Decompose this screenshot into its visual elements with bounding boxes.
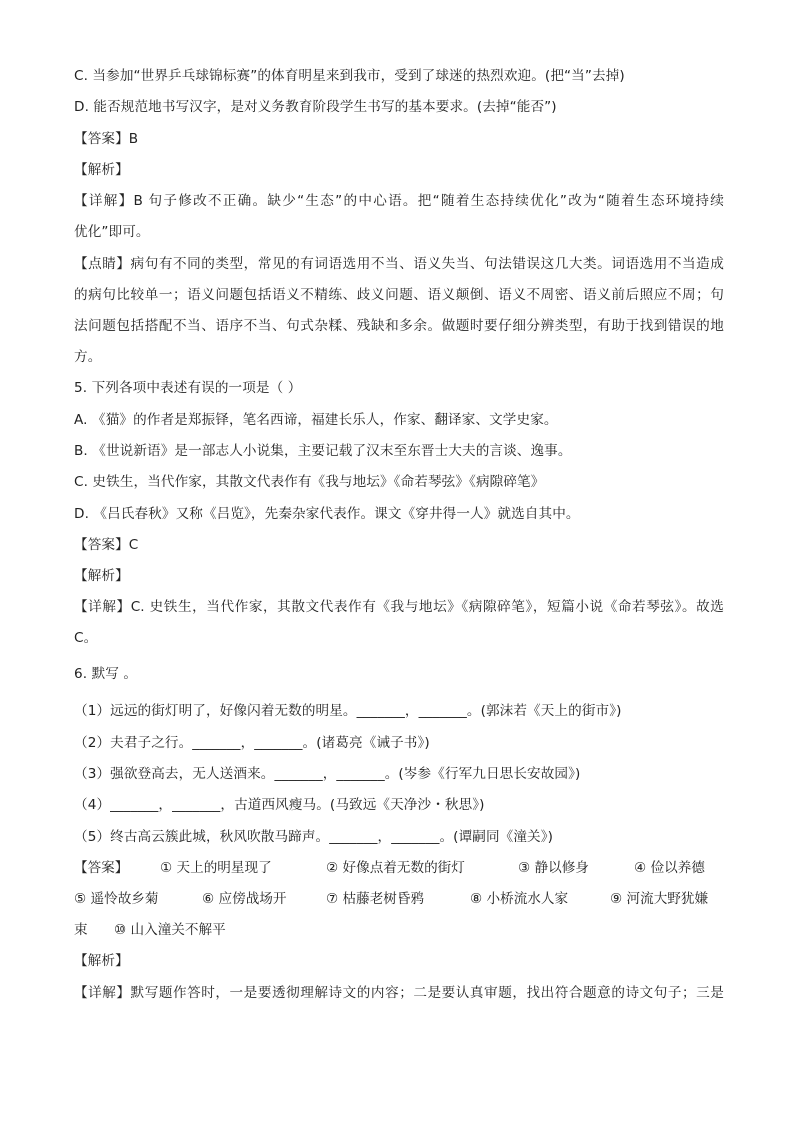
answer-text: 静以修身: [534, 860, 589, 876]
answer-num: ①: [160, 860, 173, 876]
answer-item: [326, 858, 465, 878]
answer-item: [74, 889, 158, 909]
q5-option-c: C. 史铁生，当代作家，其散文代表作有《我与地坛》《命若琴弦》《病隙碎笔》: [74, 474, 545, 490]
q6-item-2: （2）夫君子之行。_______，_______。(诸葛亮《诫子书》): [74, 735, 430, 751]
answer-label: 【答案】: [74, 860, 129, 876]
answer-item: [202, 889, 286, 909]
q6-detail-line: 【详解】默写题作答时，一是要透彻理解诗文的内容；二是要认真审题，找出符合题意的诗文句子；三是: [74, 985, 724, 1001]
answer-num: ⑨: [610, 891, 623, 907]
analysis-heading: 【解析】: [74, 162, 129, 178]
q5-option-b: B. 《世说新语》是一部志人小说集，主要记载了汉末至东晋士大夫的言谈、逸事。: [74, 443, 572, 459]
answer-item: [470, 889, 568, 909]
answer-text: 遥怜故乡菊: [90, 891, 159, 907]
comment-line: 法问题包括搭配不当、语序不当、句式杂糅、残缺和多余。做题时要仔细分辨类型，有助于找到错误的地: [74, 318, 724, 334]
q5-detail-line: C。: [74, 630, 98, 646]
answer-num: ⑧: [470, 891, 483, 907]
answer-line: 【答案】B: [74, 131, 139, 147]
answer-text: 河流大野犹嫌: [626, 891, 709, 907]
q6-item-4: （4）_______，_______，古道西风瘦马。(马致远《天净沙・秋思》): [74, 797, 485, 813]
q5-answer: 【答案】C: [74, 537, 139, 553]
answer-text: 枯藤老树昏鸦: [342, 891, 425, 907]
answer-text: 好像点着无数的街灯: [342, 860, 465, 876]
answer-num: ③: [518, 860, 531, 876]
q5-detail-line: 【详解】C. 史铁生，当代作家，其散文代表作有《我与地坛》《病隙碎笔》，短篇小说《命若琴弦》。故选: [74, 599, 724, 615]
detail-line: 【详解】B 句子修改不正确。缺少“生态”的中心语。把“随着生态持续优化”改为“随着生态环境持续: [74, 193, 724, 209]
question-5-title: 5. 下列各项中表述有误的一项是（ ）: [74, 380, 302, 396]
answer-item: [114, 920, 226, 940]
question-6-title: 6. 默写 。: [74, 666, 138, 682]
answer-num: ⑩: [114, 922, 127, 938]
q6-item-1: （1）远远的街灯明了，好像闪着无数的明星。_______，_______。(郭沫若《天上的街市》): [74, 703, 622, 719]
comment-line: 【点睛】病句有不同的类型，常见的有词语选用不当、语义失当、句法错误这几大类。词语选用不当造成: [74, 256, 724, 272]
answer-item: [326, 889, 424, 909]
option-c-line: C. 当参加“世界乒乓球锦标赛”的体育明星来到我市，受到了球迷的热烈欢迎。(把“当”去掉): [74, 68, 625, 84]
answer-text: 应傍战场开: [218, 891, 287, 907]
answer-text: 山入潼关不解平: [130, 922, 226, 938]
q6-item-5: （5）终古高云簇此城，秋风吹散马蹄声。_______，_______。(谭嗣同《潼关》): [74, 829, 554, 845]
answer-item: [610, 889, 708, 909]
comment-line: 的病句比较单一；语义问题包括语义不精练、歧义问题、语义颠倒、语义不周密、语义前后照应不周；句: [74, 287, 724, 303]
answer-num: ②: [326, 860, 339, 876]
comment-line: 方。: [74, 349, 102, 365]
answer-text: 天上的明星现了: [176, 860, 272, 876]
answer-text: 小桥流水人家: [486, 891, 569, 907]
answer-num: ⑤: [74, 891, 87, 907]
answer-item: [518, 858, 589, 878]
answer-num: ④: [634, 860, 647, 876]
answer-item: [160, 858, 272, 878]
q5-option-a: A. 《猫》的作者是郑振铎，笔名西谛，福建长乐人，作家、翻译家、文学史家。: [74, 412, 558, 428]
q5-option-d: D. 《吕氏春秋》又称《吕览》，先秦杂家代表作。课文《穿井得一人》就选自其中。: [74, 506, 580, 522]
answer-num: ⑥: [202, 891, 215, 907]
answer-item: [634, 858, 705, 878]
detail-line: 优化”即可。: [74, 224, 150, 240]
q6-item-3: （3）强欲登高去，无人送酒来。_______，_______。(岑参《行军九日思长安故园》): [74, 766, 581, 782]
q5-analysis-heading: 【解析】: [74, 568, 129, 584]
answer-text: 俭以养德: [650, 860, 705, 876]
q6-analysis-heading: 【解析】: [74, 953, 129, 969]
option-d-line: D. 能否规范地书写汉字，是对义务教育阶段学生书写的基本要求。(去掉“能否”): [74, 99, 557, 115]
answer-num: ⑦: [326, 891, 339, 907]
answer-text: 束: [74, 922, 88, 938]
